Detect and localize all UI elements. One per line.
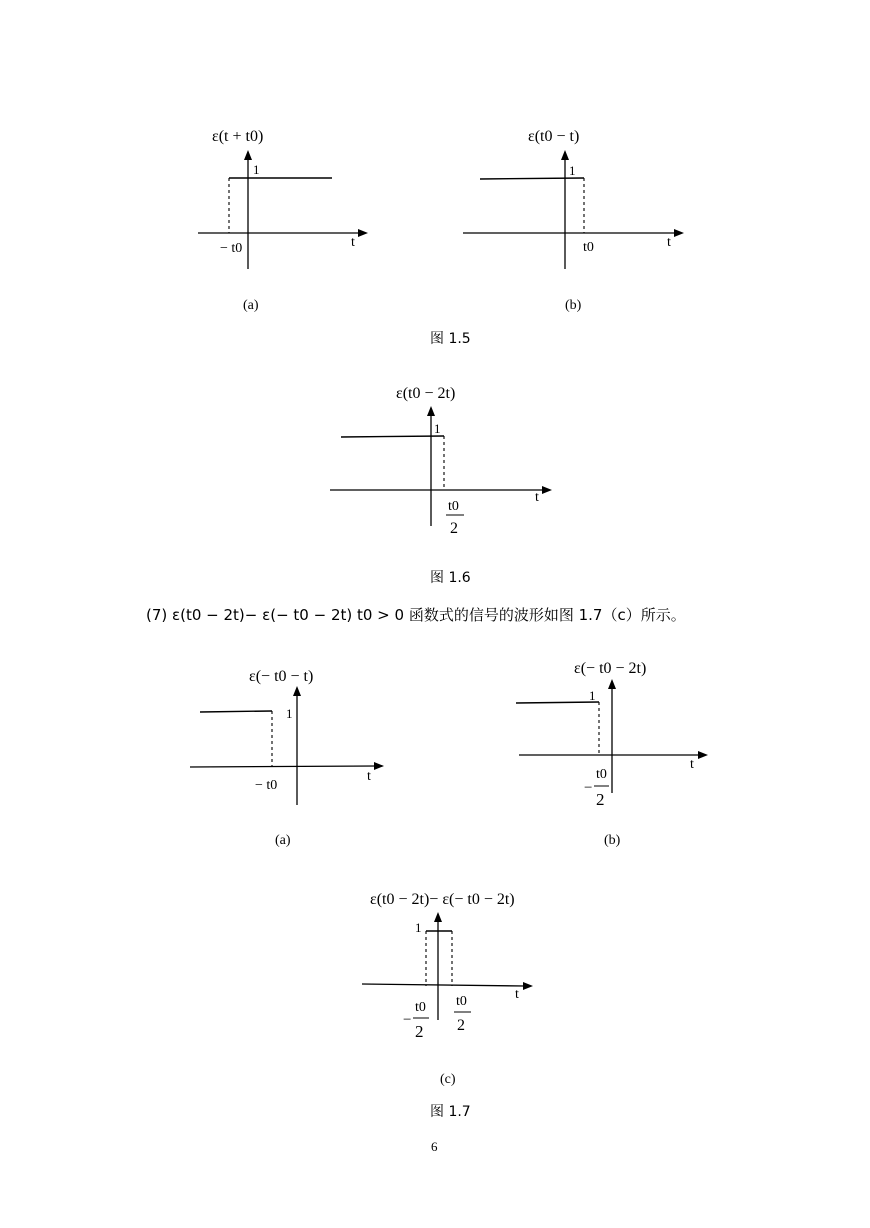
fig16-title: 图 1.6	[430, 570, 471, 586]
fig17c-caption: (c)	[440, 1072, 456, 1087]
fig17c-x-arrow	[523, 982, 533, 990]
fig17c-x-axis	[362, 984, 525, 986]
fig17c-x-name: t	[515, 987, 519, 1002]
fig15a-one-label: 1	[253, 162, 260, 177]
fig17b-ylabel: ε(− t0 − 2t)	[574, 660, 647, 677]
fig15b-plot	[463, 128, 684, 313]
fig17c-right-tick-denominator: 2	[457, 1017, 465, 1034]
fig17a-x-arrow	[374, 762, 384, 770]
fig17a-x-name: t	[367, 769, 371, 784]
fig15b-ylabel: ε(t0 − t)	[528, 128, 580, 145]
fig16-one-label: 1	[434, 421, 441, 436]
fig17c-ylabel: ε(t0 − 2t)− ε(− t0 − 2t)	[370, 891, 515, 908]
fig17b-tick-numerator: t0	[596, 767, 607, 782]
fig15b-x-arrow	[674, 229, 684, 237]
fig17a-one-label: 1	[286, 706, 293, 721]
fig17a-y-arrow	[293, 686, 301, 696]
fig17b-tick-sign: −	[584, 780, 593, 796]
fig15b-tick-label: t0	[583, 240, 594, 255]
fig17-title: 图 1.7	[430, 1104, 471, 1120]
fig17b-y-arrow	[608, 679, 616, 689]
fig16-plot	[330, 385, 552, 537]
fig17b-tick-denominator: 2	[596, 790, 605, 809]
fig15a-x-name: t	[351, 235, 355, 250]
fig17a-caption: (a)	[275, 833, 291, 848]
fig17c-y-arrow	[434, 912, 442, 922]
fig15b-x-name: t	[667, 235, 671, 250]
fig17b-x-arrow	[698, 751, 708, 759]
fig17a-plot	[190, 668, 384, 848]
page-number: 6	[431, 1139, 438, 1154]
fig16-x-name: t	[535, 490, 539, 505]
fig17a-ylabel: ε(− t0 − t)	[249, 668, 314, 685]
fig17c-plot	[362, 891, 533, 1087]
fig17b-step-level	[516, 702, 599, 703]
fig15a-x-arrow	[358, 229, 368, 237]
fig15a-caption: (a)	[243, 298, 259, 313]
fig17c-left-tick-denominator: 2	[415, 1022, 424, 1041]
fig17b-one-label: 1	[589, 688, 596, 703]
fig16-step-level	[341, 436, 444, 437]
fig15b-y-arrow	[561, 150, 569, 160]
fig17a-x-axis	[190, 766, 376, 767]
paragraph-text: (7) ε(t0 − 2t)− ε(− t0 − 2t) t0 > 0 函数式的信号的波形如图 1.7（c）所示。	[146, 606, 686, 624]
fig15a-y-arrow	[244, 150, 252, 160]
fig15b-step-level	[480, 178, 584, 179]
fig17b-plot	[516, 660, 708, 848]
fig15b-caption: (b)	[565, 298, 582, 313]
fig17b-caption: (b)	[604, 833, 621, 848]
fig15b-one-label: 1	[569, 163, 576, 178]
fig17c-left-tick-sign: −	[403, 1012, 412, 1028]
fig17c-one-label: 1	[415, 920, 422, 935]
fig17a-tick-label: − t0	[255, 778, 278, 793]
fig16-tick-numerator: t0	[448, 499, 459, 514]
fig16-ylabel: ε(t0 − 2t)	[396, 385, 456, 402]
fig16-tick-denominator: 2	[450, 520, 458, 537]
fig17c-left-tick-numerator: t0	[415, 1000, 426, 1015]
fig17b-x-name: t	[690, 757, 694, 772]
fig16-y-arrow	[427, 406, 435, 416]
fig17c-right-tick-numerator: t0	[456, 994, 467, 1009]
fig17a-step-level	[200, 711, 272, 712]
fig15a-ylabel: ε(t + t0)	[212, 128, 264, 145]
fig16-x-arrow	[542, 486, 552, 494]
fig15a-tick-label: − t0	[220, 241, 243, 256]
fig15-title: 图 1.5	[430, 331, 471, 347]
fig15a-plot	[198, 128, 368, 313]
